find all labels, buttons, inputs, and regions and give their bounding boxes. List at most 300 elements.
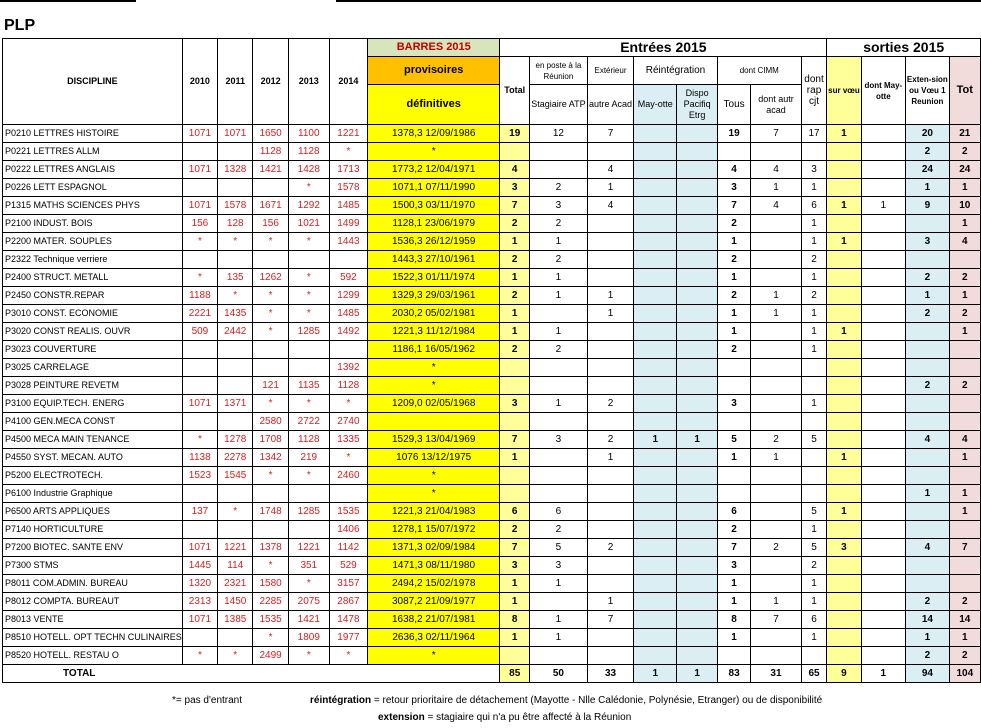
- year-cell: 3157: [329, 575, 367, 593]
- col-sur-voeu: sur vœu: [827, 57, 861, 125]
- to-cell: 5: [717, 431, 750, 449]
- year-cell: 1292: [288, 197, 329, 215]
- barre-cell: 1221,3 11/12/1984: [368, 323, 500, 341]
- dm-cell: [861, 287, 906, 305]
- total-en: 94: [906, 665, 949, 683]
- st-cell: 2: [530, 179, 588, 197]
- year-cell: *: [182, 647, 217, 665]
- table-row: [3, 503, 981, 521]
- barre-cell: 1378,3 12/09/1986: [368, 125, 500, 143]
- discipline-cell: P8510 HOTELL. OPT TECHN CULINAIRES: [3, 629, 183, 647]
- sv-cell: [827, 647, 861, 665]
- year-cell: [182, 179, 217, 197]
- en-cell: 24: [906, 161, 949, 179]
- year-cell: 1385: [218, 611, 253, 629]
- col-2011: 2011: [218, 39, 253, 125]
- year-cell: [253, 485, 288, 503]
- en-cell: 1: [906, 179, 949, 197]
- table-row: [3, 431, 981, 449]
- year-cell: 2740: [329, 413, 367, 431]
- au-cell: [751, 233, 801, 251]
- col-2013: 2013: [288, 39, 329, 125]
- st-cell: 6: [530, 503, 588, 521]
- dp-cell: [677, 269, 718, 287]
- en-cell: [906, 575, 949, 593]
- rc-cell: 1: [801, 305, 827, 323]
- sv-cell: 1: [827, 323, 861, 341]
- to-cell: 2: [717, 251, 750, 269]
- year-cell: 1523: [182, 467, 217, 485]
- en-cell: [906, 557, 949, 575]
- definitives-header: définitives: [368, 85, 500, 125]
- ex-cell: [587, 629, 633, 647]
- to-cell: 1: [717, 449, 750, 467]
- ex-cell: [587, 647, 633, 665]
- en-cell: [906, 521, 949, 539]
- au-cell: [751, 557, 801, 575]
- year-cell: 2075: [288, 593, 329, 611]
- st-cell: [530, 305, 588, 323]
- tt-cell: 24: [949, 161, 980, 179]
- year-cell: *: [182, 431, 217, 449]
- discipline-cell: P2400 STRUCT. METALL: [3, 269, 183, 287]
- barre-cell: *: [368, 143, 500, 161]
- top-rule-left: [0, 0, 136, 2]
- tt-cell: [949, 467, 980, 485]
- table-header: [3, 39, 981, 125]
- rc-cell: [801, 647, 827, 665]
- to-cell: 6: [717, 503, 750, 521]
- au-cell: 7: [751, 125, 801, 143]
- tt-cell: [949, 341, 980, 359]
- t-cell: 1: [500, 269, 530, 287]
- year-cell: 1421: [288, 611, 329, 629]
- dp-cell: [677, 161, 718, 179]
- year-cell: 1371: [218, 395, 253, 413]
- t-cell: 7: [500, 431, 530, 449]
- year-cell: 1071: [218, 125, 253, 143]
- table-row: [3, 305, 981, 323]
- ex-cell: [587, 341, 633, 359]
- dp-cell: [677, 233, 718, 251]
- t-cell: [500, 359, 530, 377]
- st-cell: 2: [530, 251, 588, 269]
- ma-cell: [634, 467, 677, 485]
- en-cell: 2: [906, 593, 949, 611]
- tt-cell: [949, 575, 980, 593]
- year-cell: 137: [182, 503, 217, 521]
- dp-cell: [677, 341, 718, 359]
- dp-cell: [677, 305, 718, 323]
- barre-cell: 1471,3 08/11/1980: [368, 557, 500, 575]
- to-cell: 1: [717, 323, 750, 341]
- year-cell: 351: [288, 557, 329, 575]
- au-cell: 1: [751, 287, 801, 305]
- year-cell: 1392: [329, 359, 367, 377]
- en-cell: [906, 215, 949, 233]
- st-cell: [530, 467, 588, 485]
- year-cell: 1221: [218, 539, 253, 557]
- year-cell: 1071: [182, 161, 217, 179]
- ex-cell: [587, 503, 633, 521]
- t-cell: [500, 143, 530, 161]
- totals-row: [3, 665, 981, 683]
- year-cell: 1262: [253, 269, 288, 287]
- ex-cell: [587, 359, 633, 377]
- to-cell: 3: [717, 395, 750, 413]
- t-cell: [500, 647, 530, 665]
- table-row: [3, 233, 981, 251]
- col-dispo: Dispo Pacifiq Etrg: [677, 85, 718, 125]
- dp-cell: [677, 449, 718, 467]
- rc-cell: 1: [801, 395, 827, 413]
- rc-cell: 1: [801, 575, 827, 593]
- en-cell: [906, 341, 949, 359]
- col-tot: Tot: [949, 57, 980, 125]
- year-cell: *: [218, 647, 253, 665]
- to-cell: 4: [717, 161, 750, 179]
- st-cell: 1: [530, 269, 588, 287]
- st-cell: [530, 161, 588, 179]
- ma-cell: [634, 611, 677, 629]
- dm-cell: 1: [861, 197, 906, 215]
- year-cell: *: [288, 467, 329, 485]
- footer-extension: [378, 712, 631, 723]
- year-cell: 2442: [218, 323, 253, 341]
- dm-cell: [861, 557, 906, 575]
- to-cell: 1: [717, 269, 750, 287]
- col-en-poste: en poste à la Réunion: [530, 57, 588, 85]
- year-cell: 121: [253, 377, 288, 395]
- sv-cell: [827, 395, 861, 413]
- au-cell: 7: [751, 611, 801, 629]
- to-cell: 2: [717, 287, 750, 305]
- ex-cell: 1: [587, 449, 633, 467]
- to-cell: 2: [717, 215, 750, 233]
- year-cell: *: [253, 323, 288, 341]
- year-cell: *: [253, 629, 288, 647]
- year-cell: 2722: [288, 413, 329, 431]
- ex-cell: 2: [587, 431, 633, 449]
- dm-cell: [861, 359, 906, 377]
- en-cell: 2: [906, 269, 949, 287]
- to-cell: 3: [717, 557, 750, 575]
- dm-cell: [861, 215, 906, 233]
- year-cell: *: [329, 143, 367, 161]
- ex-cell: [587, 557, 633, 575]
- ma-cell: [634, 359, 677, 377]
- st-cell: [530, 647, 588, 665]
- dm-cell: [861, 305, 906, 323]
- en-cell: 2: [906, 647, 949, 665]
- tt-cell: 1: [949, 449, 980, 467]
- col-2012: 2012: [253, 39, 288, 125]
- ma-cell: [634, 305, 677, 323]
- year-cell: [329, 485, 367, 503]
- year-cell: 2580: [253, 413, 288, 431]
- to-cell: [717, 485, 750, 503]
- year-cell: 1335: [329, 431, 367, 449]
- rc-cell: [801, 377, 827, 395]
- ma-cell: 1: [634, 431, 677, 449]
- en-cell: [906, 467, 949, 485]
- tt-cell: 2: [949, 269, 980, 287]
- au-cell: [751, 359, 801, 377]
- dp-cell: [677, 467, 718, 485]
- discipline-cell: P6500 ARTS APPLIQUES: [3, 503, 183, 521]
- au-cell: [751, 575, 801, 593]
- dm-cell: [861, 161, 906, 179]
- ex-cell: [587, 143, 633, 161]
- tt-cell: 1: [949, 629, 980, 647]
- year-cell: *: [288, 269, 329, 287]
- tt-cell: 1: [949, 323, 980, 341]
- sv-cell: [827, 575, 861, 593]
- table-row: [3, 557, 981, 575]
- ma-cell: [634, 377, 677, 395]
- total-st: 50: [530, 665, 588, 683]
- to-cell: 8: [717, 611, 750, 629]
- year-cell: [182, 413, 217, 431]
- st-cell: 1: [530, 611, 588, 629]
- sv-cell: [827, 269, 861, 287]
- tt-cell: 4: [949, 233, 980, 251]
- year-cell: *: [253, 395, 288, 413]
- year-cell: *: [288, 395, 329, 413]
- rc-cell: 1: [801, 593, 827, 611]
- discipline-cell: P3100 EQUIP.TECH. ENERG: [3, 395, 183, 413]
- t-cell: 7: [500, 539, 530, 557]
- t-cell: 7: [500, 197, 530, 215]
- dm-cell: [861, 431, 906, 449]
- sv-cell: [827, 485, 861, 503]
- total-rc: 65: [801, 665, 827, 683]
- reint-label: réintégration: [310, 695, 372, 706]
- barre-cell: 3087,2 21/09/1977: [368, 593, 500, 611]
- year-cell: 1485: [329, 197, 367, 215]
- year-cell: 1278: [218, 431, 253, 449]
- t-cell: 3: [500, 557, 530, 575]
- dp-cell: [677, 251, 718, 269]
- year-cell: 1435: [218, 305, 253, 323]
- table-row: [3, 197, 981, 215]
- tt-cell: 2: [949, 377, 980, 395]
- dp-cell: [677, 359, 718, 377]
- provisoires-header: provisoires: [368, 57, 500, 85]
- discipline-cell: P0222 LETTRES ANGLAIS: [3, 161, 183, 179]
- rc-cell: [801, 143, 827, 161]
- dm-cell: [861, 503, 906, 521]
- barre-cell: 1221,3 21/04/1983: [368, 503, 500, 521]
- col-2014: 2014: [329, 39, 367, 125]
- year-cell: [218, 251, 253, 269]
- st-cell: 1: [530, 629, 588, 647]
- tt-cell: 2: [949, 647, 980, 665]
- year-cell: 1650: [253, 125, 288, 143]
- st-cell: 1: [530, 395, 588, 413]
- rc-cell: 5: [801, 539, 827, 557]
- year-cell: 1221: [329, 125, 367, 143]
- ma-cell: [634, 233, 677, 251]
- year-cell: 1328: [218, 161, 253, 179]
- year-cell: 1671: [253, 197, 288, 215]
- au-cell: [751, 503, 801, 521]
- to-cell: [717, 359, 750, 377]
- year-cell: [218, 629, 253, 647]
- t-cell: 2: [500, 521, 530, 539]
- discipline-cell: P3010 CONST. ECONOMIE: [3, 305, 183, 323]
- year-cell: 1545: [218, 467, 253, 485]
- ex-cell: [587, 269, 633, 287]
- en-cell: [906, 395, 949, 413]
- year-cell: *: [329, 647, 367, 665]
- year-cell: 1285: [288, 323, 329, 341]
- year-cell: 1071: [182, 395, 217, 413]
- en-cell: 1: [906, 629, 949, 647]
- ma-cell: [634, 503, 677, 521]
- tt-cell: 1: [949, 179, 980, 197]
- year-cell: [288, 251, 329, 269]
- st-cell: [530, 593, 588, 611]
- total-sv: 9: [827, 665, 861, 683]
- discipline-cell: P7300 STMS: [3, 557, 183, 575]
- au-cell: [751, 413, 801, 431]
- year-cell: [253, 521, 288, 539]
- year-cell: 135: [218, 269, 253, 287]
- year-cell: *: [253, 305, 288, 323]
- dp-cell: [677, 575, 718, 593]
- year-cell: [288, 341, 329, 359]
- to-cell: 7: [717, 539, 750, 557]
- year-cell: 1578: [218, 197, 253, 215]
- rc-cell: [801, 359, 827, 377]
- st-cell: [530, 413, 588, 431]
- col-dont-mayotte: dont May-otte: [861, 57, 906, 125]
- discipline-cell: P7140 HORTICULTURE: [3, 521, 183, 539]
- st-cell: 3: [530, 431, 588, 449]
- discipline-cell: P3020 CONST REALIS. OUVR: [3, 323, 183, 341]
- to-cell: 1: [717, 575, 750, 593]
- year-cell: [218, 485, 253, 503]
- ma-cell: [634, 575, 677, 593]
- st-cell: 5: [530, 539, 588, 557]
- entrees-header: Entrées 2015: [500, 39, 827, 57]
- rc-cell: 1: [801, 269, 827, 287]
- year-cell: *: [288, 647, 329, 665]
- ex-cell: [587, 575, 633, 593]
- dp-cell: [677, 143, 718, 161]
- ma-cell: [634, 251, 677, 269]
- year-cell: [218, 179, 253, 197]
- tt-cell: [949, 359, 980, 377]
- year-cell: [253, 341, 288, 359]
- year-cell: 1142: [329, 539, 367, 557]
- to-cell: 1: [717, 233, 750, 251]
- to-cell: [717, 143, 750, 161]
- year-cell: [182, 521, 217, 539]
- st-cell: 3: [530, 557, 588, 575]
- ma-cell: [634, 341, 677, 359]
- discipline-cell: P2322 Technique verriere: [3, 251, 183, 269]
- ma-cell: [634, 521, 677, 539]
- table-row: [3, 161, 981, 179]
- tt-cell: 7: [949, 539, 980, 557]
- ma-cell: [634, 143, 677, 161]
- rc-cell: 1: [801, 341, 827, 359]
- col-exterieur: Extérieur: [587, 57, 633, 85]
- year-cell: [182, 143, 217, 161]
- t-cell: 4: [500, 161, 530, 179]
- year-cell: 1535: [329, 503, 367, 521]
- year-cell: [329, 251, 367, 269]
- dp-cell: [677, 179, 718, 197]
- discipline-cell: P0210 LETTRES HISTOIRE: [3, 125, 183, 143]
- to-cell: 3: [717, 179, 750, 197]
- ext-text: = stagiaire qui n'a pu être affecté à la Réunion: [427, 712, 632, 723]
- total-tt: 104: [949, 665, 980, 683]
- t-cell: 1: [500, 575, 530, 593]
- year-cell: 509: [182, 323, 217, 341]
- tt-cell: 10: [949, 197, 980, 215]
- table-row: [3, 593, 981, 611]
- barre-cell: 1076 13/12/1975: [368, 449, 500, 467]
- tt-cell: [949, 557, 980, 575]
- sv-cell: [827, 215, 861, 233]
- table-body: [3, 125, 981, 683]
- year-cell: [288, 485, 329, 503]
- total-t: 85: [500, 665, 530, 683]
- ma-cell: [634, 287, 677, 305]
- year-cell: 1071: [182, 197, 217, 215]
- barre-cell: *: [368, 485, 500, 503]
- year-cell: 1221: [288, 539, 329, 557]
- barre-cell: *: [368, 377, 500, 395]
- ex-cell: 2: [587, 539, 633, 557]
- dm-cell: [861, 539, 906, 557]
- barre-cell: 1500,3 03/11/1970: [368, 197, 500, 215]
- year-cell: 1485: [329, 305, 367, 323]
- table-row: [3, 125, 981, 143]
- en-cell: [906, 251, 949, 269]
- barre-cell: 1371,3 02/09/1984: [368, 539, 500, 557]
- total-dm: 1: [861, 665, 906, 683]
- dp-cell: [677, 629, 718, 647]
- en-cell: 14: [906, 611, 949, 629]
- dm-cell: [861, 467, 906, 485]
- year-cell: 1977: [329, 629, 367, 647]
- year-cell: [288, 521, 329, 539]
- year-cell: 1320: [182, 575, 217, 593]
- en-cell: [906, 449, 949, 467]
- sv-cell: [827, 521, 861, 539]
- year-cell: [182, 377, 217, 395]
- year-cell: 2285: [253, 593, 288, 611]
- total-to: 83: [717, 665, 750, 683]
- dm-cell: [861, 575, 906, 593]
- t-cell: 1: [500, 323, 530, 341]
- tt-cell: 1: [949, 287, 980, 305]
- t-cell: 6: [500, 503, 530, 521]
- sv-cell: [827, 143, 861, 161]
- ex-cell: [587, 251, 633, 269]
- sv-cell: 1: [827, 125, 861, 143]
- ma-cell: [634, 395, 677, 413]
- sv-cell: [827, 593, 861, 611]
- year-cell: 1578: [329, 179, 367, 197]
- col-total: Total: [500, 57, 530, 125]
- year-cell: *: [253, 467, 288, 485]
- year-cell: [218, 143, 253, 161]
